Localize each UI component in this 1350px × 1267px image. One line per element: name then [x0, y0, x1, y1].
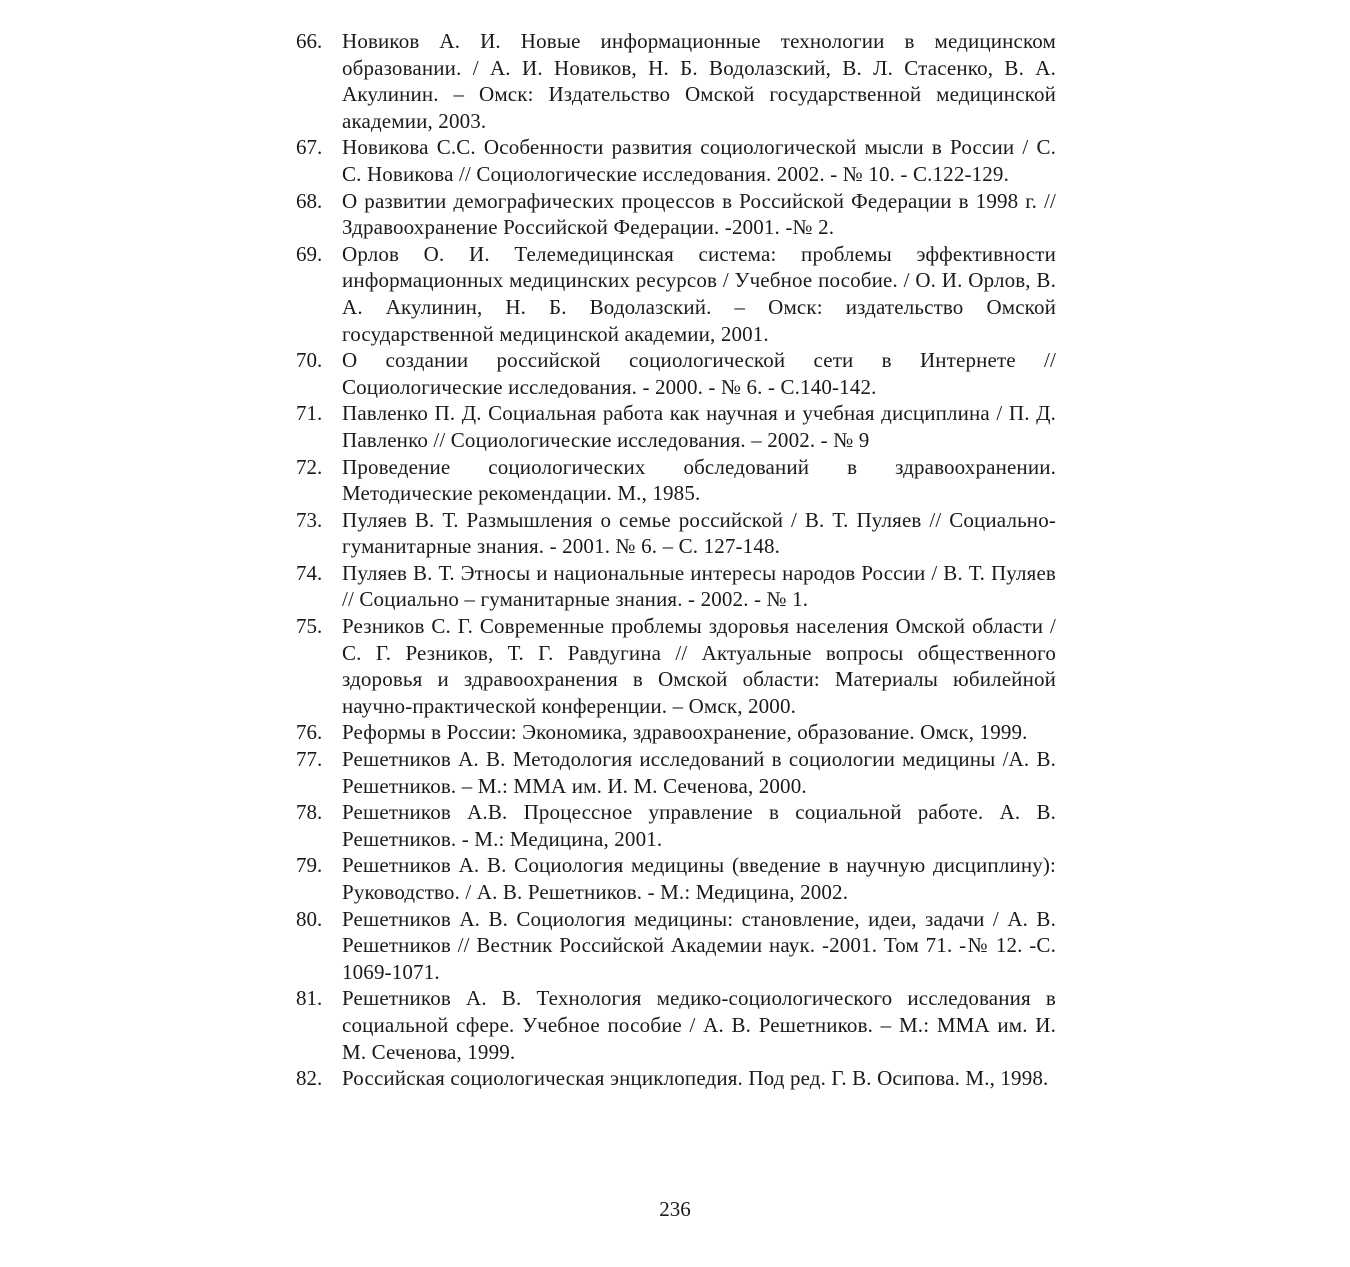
reference-number: 81. — [296, 986, 323, 1011]
reference-text: Павленко П. Д. Социальная работа как научная и учебная дисциплина / П. Д. Павленко // Социологические исследования. – 2002. - № 9 — [342, 401, 1056, 452]
reference-number: 78. — [296, 800, 323, 825]
reference-text: Новикова С.С. Особенности развития социологической мысли в России / С. С. Новикова // Социологические исследования. 2002. - № 10. - С.122-129. — [342, 135, 1056, 186]
reference-text: Решетников А.В. Процессное управление в социальной работе. А. В. Решетников. - М.: Медицина, 2001. — [342, 800, 1056, 851]
reference-number: 77. — [296, 747, 323, 772]
reference-text: Решетников А. В. Социология медицины: становление, идеи, задачи / А. В. Решетников // Вестник Российской Академии наук. -2001. Том 71. -№ 12. -С. 1069-1071. — [342, 906, 1056, 984]
reference-number: 72. — [296, 454, 323, 479]
reference-number: 79. — [296, 853, 323, 878]
reference-item — [296, 746, 1056, 799]
reference-number: 74. — [296, 560, 323, 585]
reference-item — [296, 719, 1056, 746]
reference-text: Решетников А. В. Социология медицины (введение в научную дисциплину): Руководство. / А. В. Решетников. - М.: Медицина, 2002. — [342, 853, 1056, 904]
bibliography-page — [296, 28, 1056, 1092]
reference-number: 71. — [296, 401, 323, 426]
reference-number: 69. — [296, 241, 323, 266]
reference-number: 73. — [296, 507, 323, 532]
reference-item — [296, 852, 1056, 905]
reference-item — [296, 906, 1056, 986]
reference-text: О создании российской социологической сети в Интернете // Социологические исследования. - 2000. - № 6. - С.140-142. — [342, 348, 1056, 399]
reference-number: 67. — [296, 135, 323, 160]
reference-number: 70. — [296, 348, 323, 373]
reference-text: Проведение социологических обследований в здравоохранении. Методические рекомендации. М., 1985. — [342, 454, 1056, 506]
reference-item — [296, 507, 1056, 560]
page-number: 236 — [659, 1197, 691, 1221]
reference-item — [296, 454, 1056, 507]
reference-item — [296, 799, 1056, 852]
reference-item — [296, 1065, 1056, 1092]
reference-item — [296, 613, 1056, 719]
reference-text: Российская социологическая энциклопедия. Под ред. Г. В. Осипова. М., 1998. — [342, 1066, 1049, 1091]
reference-item — [296, 347, 1056, 400]
reference-item — [296, 134, 1056, 187]
reference-text: Решетников А. В. Методология исследований в социологии медицины /А. В. Решетников. – М.: ММА им. И. М. Сеченова, 2000. — [342, 747, 1056, 798]
reference-list — [296, 28, 1056, 1092]
reference-text: Новиков А. И. Новые информационные технологии в медицинском образовании. / А. И. Новиков, Н. Б. Водолазский, В. Л. Стасенко, В. А. Акулинин. – Омск: Издательство Омской государственной медицинской академии, 2003. — [342, 29, 1056, 133]
reference-item — [296, 560, 1056, 613]
reference-text: Резников С. Г. Современные проблемы здоровья населения Омской области / С. Г. Резников, Т. Г. Равдугина // Актуальные вопросы общественного здоровья и здравоохранения в Омской области: Материалы юбилейной научно-практической конференции. – Омск, 2000. — [342, 614, 1056, 718]
reference-text: Пуляев В. Т. Размышления о семье российской / В. Т. Пуляев // Социально-гуманитарные знания. - 2001. № 6. – С. 127-148. — [342, 507, 1056, 559]
reference-number: 75. — [296, 614, 323, 639]
reference-item — [296, 400, 1056, 453]
reference-item — [296, 28, 1056, 134]
reference-item — [296, 241, 1056, 347]
reference-number: 66. — [296, 29, 323, 53]
reference-number: 82. — [296, 1066, 323, 1091]
reference-number: 80. — [296, 906, 323, 931]
reference-item — [296, 985, 1056, 1065]
reference-text: Решетников А. В. Технология медико-социологического исследования в социальной сфере. Учебное пособие / А. В. Решетников. – М.: ММА им. И. М. Сеченова, 1999. — [342, 986, 1056, 1064]
reference-text: Орлов О. И. Телемедицинская система: проблемы эффективности информационных медицинских ресурсов / Учебное пособие. / О. И. Орлов, В. А. Акулинин, Н. Б. Водолазский. – Омск: издательство Омской государственной медицинской академии, 2001. — [342, 241, 1056, 346]
reference-item — [296, 188, 1056, 241]
reference-number: 68. — [296, 188, 323, 213]
reference-text: Пуляев В. Т. Этносы и национальные интересы народов России / В. Т. Пуляев // Социально – гуманитарные знания. - 2002. - № 1. — [342, 560, 1056, 612]
reference-number: 76. — [296, 720, 323, 745]
reference-text: О развитии демографических процессов в Российской Федерации в 1998 г. // Здравоохранение Российской Федерации. -2001. -№ 2. — [342, 188, 1056, 240]
reference-text: Реформы в России: Экономика, здравоохранение, образование. Омск, 1999. — [342, 720, 1028, 745]
